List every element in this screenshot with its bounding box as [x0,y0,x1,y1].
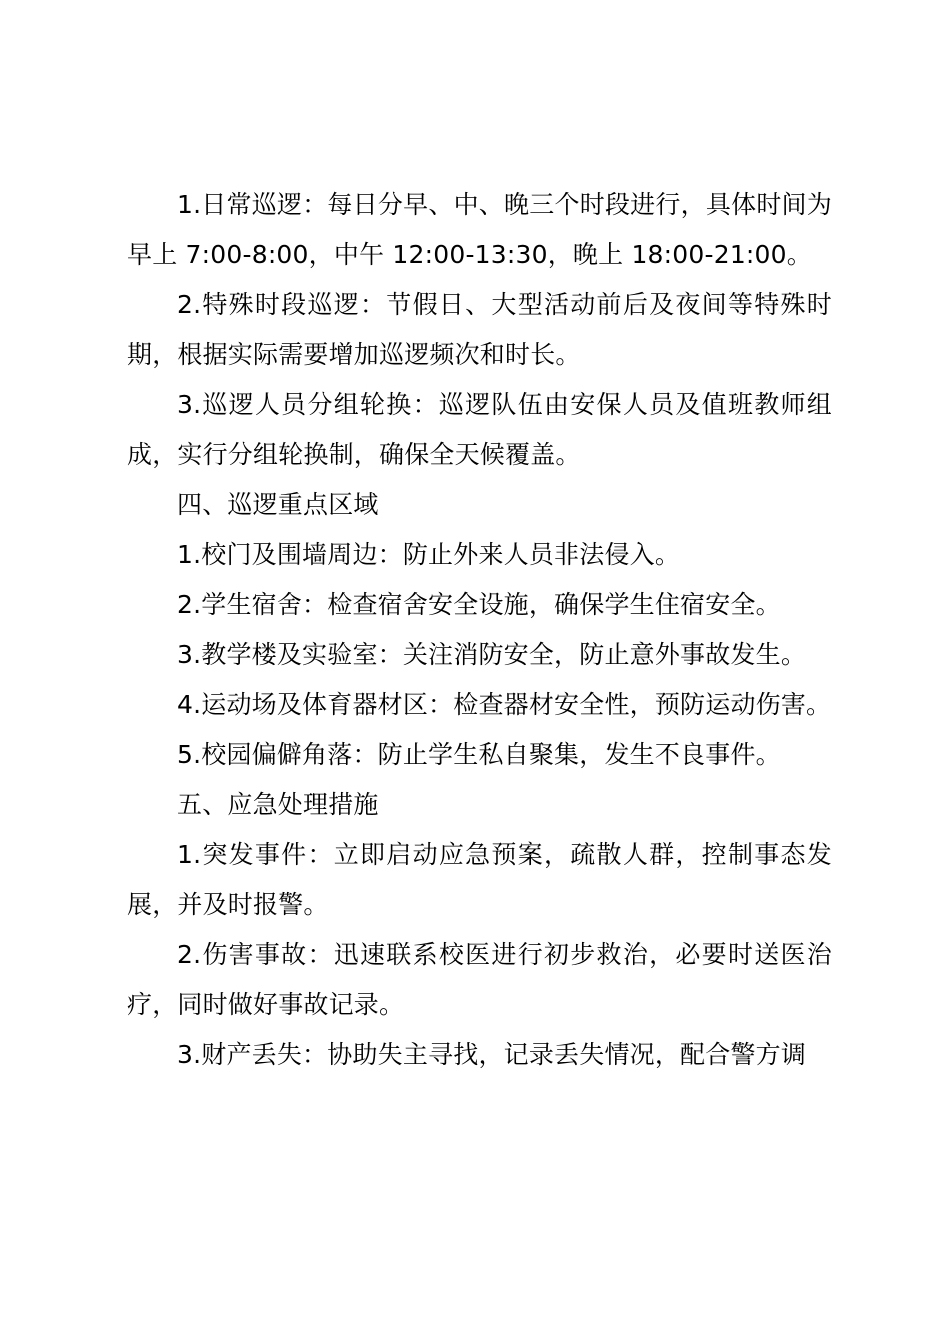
section-heading-emergency: 五、应急处理措施 [177,790,379,819]
paragraph-patrol-special: 2.特殊时段巡逻：节假日、大型活动前后及夜间等特殊时期，根据实际需要增加巡逻频次和时长。 [127,290,832,369]
paragraph-area-remote-corners: 5.校园偏僻角落：防止学生私自聚集，发生不良事件。 [177,740,781,769]
paragraph-patrol-rotation: 3.巡逻人员分组轮换：巡逻队伍由安保人员及值班教师组成，实行分组轮换制，确保全天候覆盖。 [127,390,832,469]
paragraph-patrol-daily: 1.日常巡逻：每日分早、中、晚三个时段进行，具体时间为早上 7:00-8:00，中午 12:00-13:30，晚上 18:00-21:00。 [127,190,832,269]
paragraph-area-sports-field: 4.运动场及体育器材区：检查器材安全性，预防运动伤害。 [177,690,832,719]
paragraph-emergency-injury: 2.伤害事故：迅速联系校医进行初步救治，必要时送医治疗，同时做好事故记录。 [127,940,832,1019]
paragraph-emergency-incident: 1.突发事件：立即启动应急预案，疏散人群，控制事态发展，并及时报警。 [127,840,832,919]
paragraph-area-teaching-building: 3.教学楼及实验室：关注消防安全，防止意外事故发生。 [177,640,807,669]
paragraph-area-dormitory: 2.学生宿舍：检查宿舍安全设施，确保学生住宿安全。 [177,590,781,619]
document-page [127,180,832,1080]
paragraph-emergency-property-loss: 3.财产丢失：协助失主寻找，记录丢失情况，配合警方调 [177,1040,807,1069]
section-heading-key-areas: 四、巡逻重点区域 [177,490,379,519]
paragraph-area-gate: 1.校门及围墙周边：防止外来人员非法侵入。 [177,540,681,569]
